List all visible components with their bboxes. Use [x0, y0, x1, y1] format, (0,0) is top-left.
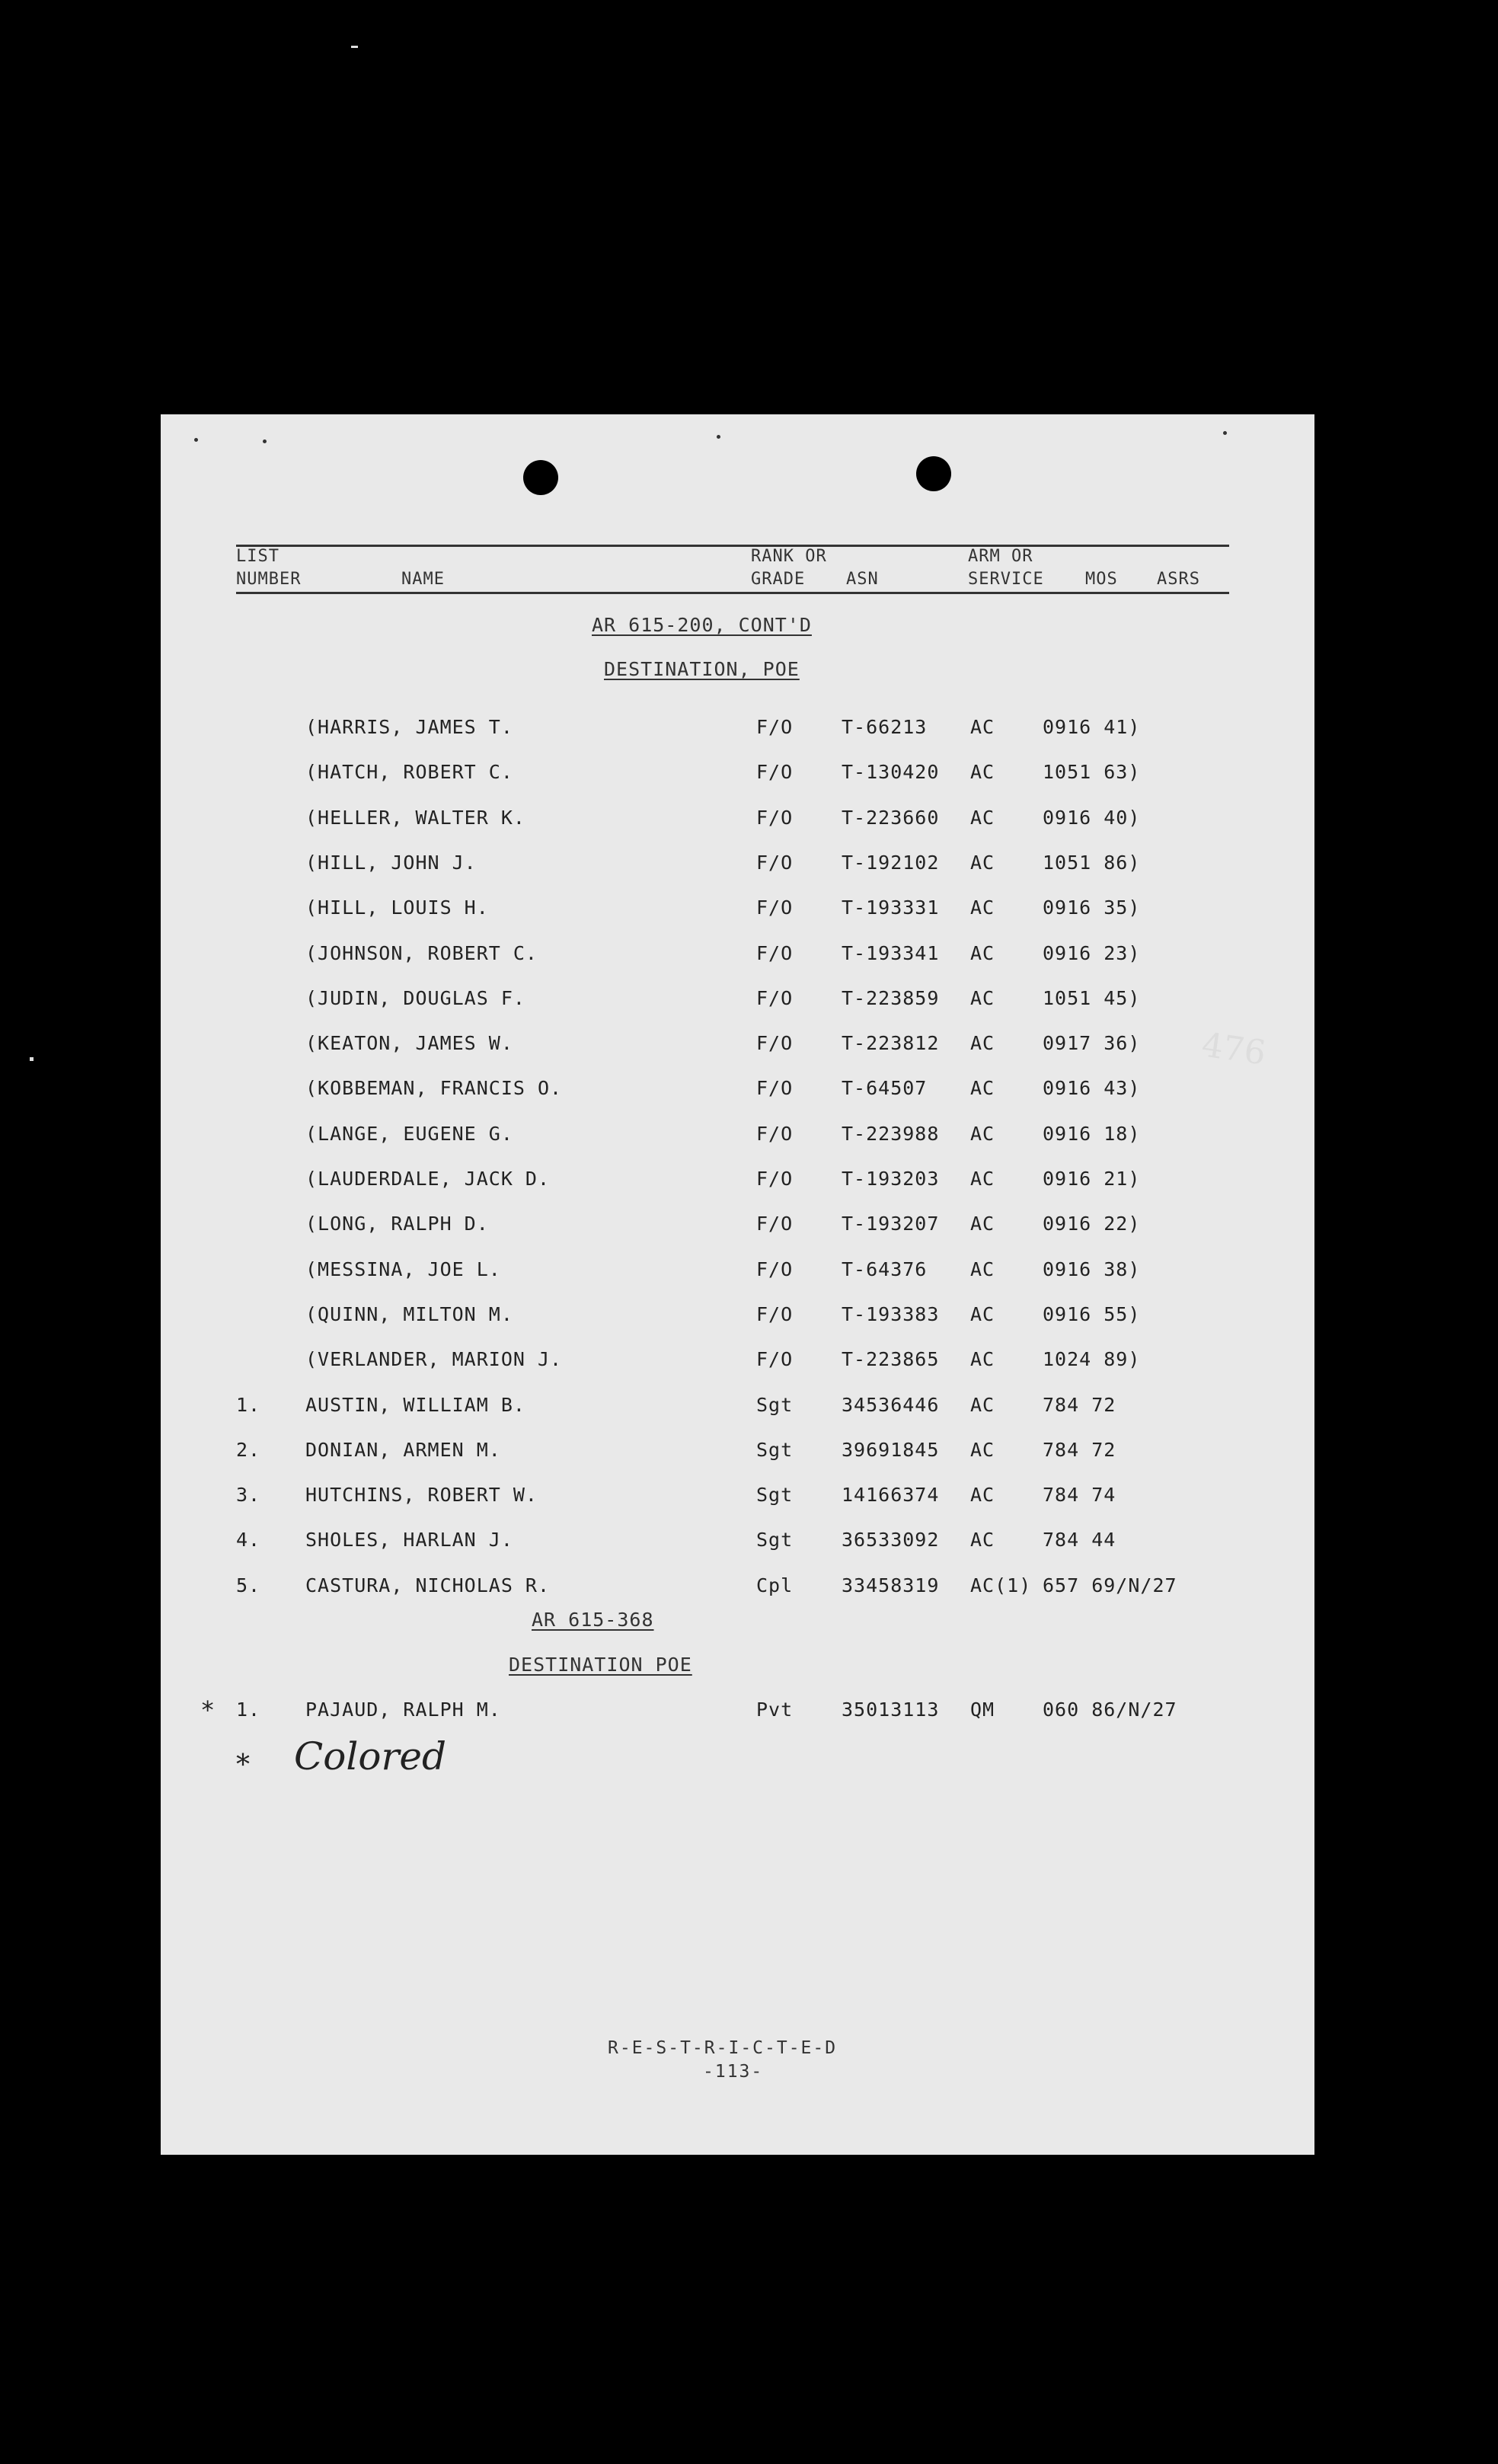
- personnel-row: [161, 987, 1314, 1018]
- row-name: (KOBBEMAN, FRANCIS O.: [305, 1077, 563, 1100]
- personnel-row: [161, 1348, 1314, 1379]
- handwritten-star: *: [236, 1750, 250, 1781]
- speck: [263, 439, 267, 443]
- row-arm-service: AC: [970, 1438, 995, 1461]
- personnel-row: [161, 807, 1314, 837]
- row-arm-service: AC: [970, 941, 995, 964]
- header-bottom-rule: [236, 592, 1229, 594]
- row-asn: 35013113: [842, 1699, 940, 1721]
- punch-hole-right: [916, 456, 951, 491]
- row-rank: F/O: [756, 1168, 794, 1190]
- row-asn: T-223988: [842, 1122, 940, 1145]
- row-rank: F/O: [756, 851, 794, 874]
- row-mos-asrs: 1024 89): [1043, 1348, 1141, 1371]
- row-arm-service: AC: [970, 1529, 995, 1552]
- header-asn: ASN: [846, 570, 879, 589]
- header-service: SERVICE: [968, 570, 1044, 589]
- row-name: (HILL, JOHN J.: [305, 851, 477, 874]
- row-mos-asrs: 0916 23): [1043, 941, 1141, 964]
- row-mos-asrs: 0917 36): [1043, 1032, 1141, 1055]
- row-name: DONIAN, ARMEN M.: [305, 1438, 501, 1461]
- row-name: (JUDIN, DOUGLAS F.: [305, 986, 525, 1009]
- speck: [351, 46, 358, 48]
- row-asn: T-64507: [842, 1077, 928, 1100]
- row-mos-asrs: 1051 86): [1043, 851, 1141, 874]
- row-rank: Sgt: [756, 1529, 794, 1552]
- personnel-row: [161, 1574, 1314, 1605]
- row-arm-service: AC: [970, 1348, 995, 1371]
- row-name: PAJAUD, RALPH M.: [305, 1699, 501, 1721]
- speck: [194, 438, 198, 442]
- personnel-row: [161, 1695, 1314, 1729]
- row-rank: F/O: [756, 941, 794, 964]
- row-list-number: 3.: [236, 1484, 261, 1507]
- row-name: AUSTIN, WILLIAM B.: [305, 1393, 525, 1416]
- row-arm-service: AC: [970, 1393, 995, 1416]
- row-rank: Sgt: [756, 1484, 794, 1507]
- header-list: LIST: [236, 547, 279, 566]
- row-rank: F/O: [756, 1258, 794, 1280]
- header-number: NUMBER: [236, 570, 302, 589]
- personnel-row: [161, 1213, 1314, 1243]
- row-rank: F/O: [756, 1122, 794, 1145]
- row-list-number: 1.: [236, 1393, 261, 1416]
- row-asn: T-66213: [842, 716, 928, 738]
- speck: [30, 1057, 34, 1061]
- row-rank: F/O: [756, 761, 794, 784]
- row-arm-service: AC: [970, 806, 995, 829]
- row-name: (MESSINA, JOE L.: [305, 1258, 501, 1280]
- row-asn: T-223865: [842, 1348, 940, 1371]
- row-mos-asrs: 0916 38): [1043, 1258, 1141, 1280]
- personnel-row: [161, 761, 1314, 791]
- row-mos-asrs: 0916 22): [1043, 1213, 1141, 1235]
- row-name: (HARRIS, JAMES T.: [305, 716, 513, 738]
- row-mos-asrs: 784 44: [1043, 1529, 1116, 1552]
- row-list-number: 2.: [236, 1438, 261, 1461]
- margin-page-number: 476: [1199, 1025, 1269, 1073]
- row-asn: T-193331: [842, 896, 940, 919]
- row-mos-asrs: 0916 18): [1043, 1122, 1141, 1145]
- row-asn: 36533092: [842, 1529, 940, 1552]
- row-rank: F/O: [756, 806, 794, 829]
- row-arm-service: AC: [970, 716, 995, 738]
- personnel-row: [161, 1484, 1314, 1514]
- personnel-row: [161, 1258, 1314, 1289]
- row-name: HUTCHINS, ROBERT W.: [305, 1484, 538, 1507]
- row-arm-service: AC: [970, 851, 995, 874]
- section-destination-poe-1: DESTINATION, POE: [604, 658, 800, 680]
- row-mos-asrs: 0916 21): [1043, 1168, 1141, 1190]
- personnel-row: [161, 1168, 1314, 1198]
- page-number: -113-: [703, 2062, 764, 2082]
- row-arm-service: AC: [970, 1077, 995, 1100]
- row-mos-asrs: 784 74: [1043, 1484, 1116, 1507]
- row-rank: F/O: [756, 1077, 794, 1100]
- row-rank: F/O: [756, 1213, 794, 1235]
- row-arm-service: AC: [970, 1302, 995, 1325]
- row-mos-asrs: 0916 41): [1043, 716, 1141, 738]
- handwritten-note-colored: Colored: [294, 1734, 446, 1778]
- section-ar-615-200: AR 615-200, CONT'D: [592, 614, 812, 636]
- row-asn: T-193383: [842, 1302, 940, 1325]
- personnel-row: [161, 1529, 1314, 1559]
- row-asn: T-193341: [842, 941, 940, 964]
- row-mos-asrs: 657 69/N/27: [1043, 1574, 1177, 1596]
- personnel-row: [161, 1077, 1314, 1107]
- document-page: [161, 414, 1314, 2155]
- row-name: (HELLER, WALTER K.: [305, 806, 525, 829]
- row-asn: T-223660: [842, 806, 940, 829]
- row-rank: Pvt: [756, 1699, 794, 1721]
- header-rank: RANK OR: [751, 547, 827, 566]
- row-arm-service: QM: [970, 1699, 995, 1721]
- punch-hole-left: [523, 460, 558, 495]
- row-name: (LANGE, EUGENE G.: [305, 1122, 513, 1145]
- row-mos-asrs: 0916 55): [1043, 1302, 1141, 1325]
- personnel-row: [161, 1439, 1314, 1469]
- row-rank: Sgt: [756, 1393, 794, 1416]
- row-arm-service: AC: [970, 761, 995, 784]
- row-rank: Cpl: [756, 1574, 794, 1596]
- header-top-rule: [236, 545, 1229, 547]
- row-arm-service: AC: [970, 1484, 995, 1507]
- row-star-mark: *: [200, 1695, 216, 1724]
- row-rank: F/O: [756, 896, 794, 919]
- row-asn: 14166374: [842, 1484, 940, 1507]
- section-ar-615-368: AR 615-368: [532, 1609, 654, 1631]
- header-grade: GRADE: [751, 570, 806, 589]
- header-mos: MOS: [1085, 570, 1118, 589]
- row-mos-asrs: 0916 35): [1043, 896, 1141, 919]
- row-asn: T-193207: [842, 1213, 940, 1235]
- row-name: SHOLES, HARLAN J.: [305, 1529, 513, 1552]
- row-list-number: 5.: [236, 1574, 261, 1596]
- row-list-number: 4.: [236, 1529, 261, 1552]
- row-mos-asrs: 784 72: [1043, 1438, 1116, 1461]
- row-arm-service: AC: [970, 986, 995, 1009]
- row-name: (LAUDERDALE, JACK D.: [305, 1168, 551, 1190]
- classification-marking: R-E-S-T-R-I-C-T-E-D: [608, 2038, 838, 2058]
- row-name: CASTURA, NICHOLAS R.: [305, 1574, 551, 1596]
- header-asrs: ASRS: [1157, 570, 1200, 589]
- row-arm-service: AC: [970, 1258, 995, 1280]
- personnel-row: [161, 1123, 1314, 1153]
- row-name: (LONG, RALPH D.: [305, 1213, 489, 1235]
- row-rank: F/O: [756, 716, 794, 738]
- personnel-row: [161, 896, 1314, 927]
- row-name: (HILL, LOUIS H.: [305, 896, 489, 919]
- row-name: (JOHNSON, ROBERT C.: [305, 941, 538, 964]
- row-name: (KEATON, JAMES W.: [305, 1032, 513, 1055]
- row-mos-asrs: 1051 63): [1043, 761, 1141, 784]
- row-arm-service: AC: [970, 1213, 995, 1235]
- speck: [1223, 431, 1227, 435]
- row-asn: 39691845: [842, 1438, 940, 1461]
- speck: [717, 435, 720, 439]
- row-mos-asrs: 784 72: [1043, 1393, 1116, 1416]
- row-mos-asrs: 0916 40): [1043, 806, 1141, 829]
- row-list-number: 1.: [236, 1699, 261, 1721]
- row-asn: T-223812: [842, 1032, 940, 1055]
- row-rank: F/O: [756, 1032, 794, 1055]
- row-asn: 33458319: [842, 1574, 940, 1596]
- personnel-row: [161, 1303, 1314, 1334]
- personnel-row: [161, 716, 1314, 746]
- row-asn: T-223859: [842, 986, 940, 1009]
- row-arm-service: AC: [970, 1122, 995, 1145]
- personnel-row: [161, 1394, 1314, 1424]
- row-rank: F/O: [756, 1302, 794, 1325]
- row-rank: F/O: [756, 1348, 794, 1371]
- row-name: (VERLANDER, MARION J.: [305, 1348, 563, 1371]
- row-rank: F/O: [756, 986, 794, 1009]
- row-rank: Sgt: [756, 1438, 794, 1461]
- row-asn: 34536446: [842, 1393, 940, 1416]
- row-arm-service: AC: [970, 1032, 995, 1055]
- header-name: NAME: [401, 570, 445, 589]
- row-asn: T-130420: [842, 761, 940, 784]
- row-asn: T-192102: [842, 851, 940, 874]
- personnel-row: [161, 942, 1314, 973]
- row-mos-asrs: 060 86/N/27: [1043, 1699, 1177, 1721]
- row-arm-service: AC: [970, 896, 995, 919]
- row-arm-service: AC: [970, 1168, 995, 1190]
- row-name: (QUINN, MILTON M.: [305, 1302, 513, 1325]
- row-mos-asrs: 0916 43): [1043, 1077, 1141, 1100]
- header-arm: ARM OR: [968, 547, 1033, 566]
- personnel-row: [161, 1032, 1314, 1063]
- row-name: (HATCH, ROBERT C.: [305, 761, 513, 784]
- row-arm-service: AC(1): [970, 1574, 1032, 1596]
- section-destination-poe-2: DESTINATION POE: [509, 1654, 692, 1676]
- row-mos-asrs: 1051 45): [1043, 986, 1141, 1009]
- row-asn: T-193203: [842, 1168, 940, 1190]
- personnel-row: [161, 852, 1314, 882]
- row-asn: T-64376: [842, 1258, 928, 1280]
